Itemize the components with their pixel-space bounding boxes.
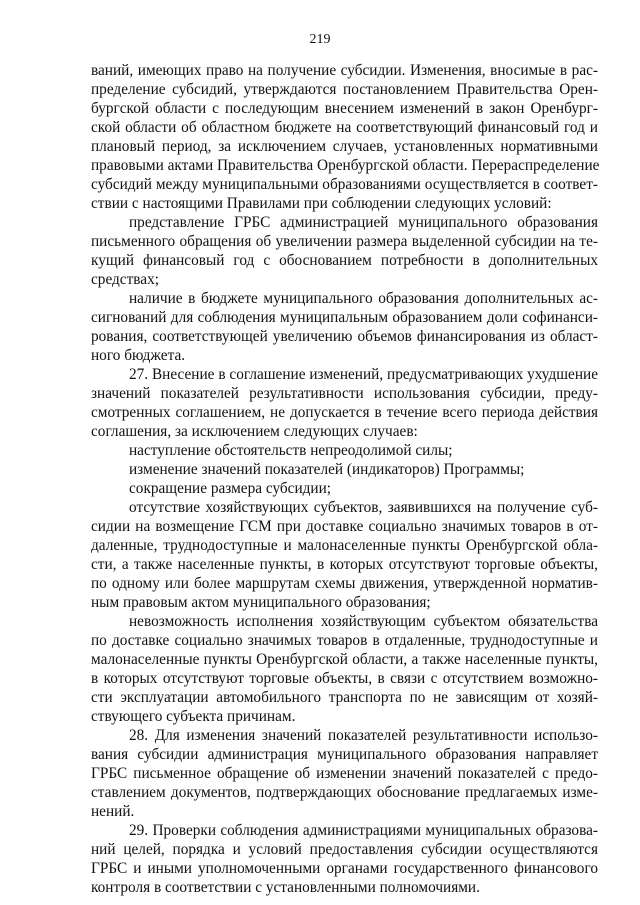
text-line: рования, соответствующей увеличению объемов финансирования из област-: [91, 328, 598, 345]
text-line: ской области об областном бюджете на соответствующий финансовый год и: [91, 119, 598, 136]
text-line: ний целей, порядка и условий предоставления субсидии осуществляются: [91, 841, 598, 858]
text-line: плановый период, за исключением случаев, установленных нормативными: [91, 138, 598, 155]
text-line: сти эксплуатации автомобильного транспорта по не зависящим от хозяй-: [91, 689, 598, 706]
text-line: ного бюджета.: [91, 347, 186, 364]
text-line: отсутствие хозяйствующих субъектов, заявившихся на получение суб-: [129, 499, 598, 516]
text-line: малонаселенные пункты Оренбургской области, а также населенные пункты,: [91, 651, 598, 668]
text-line: ным правовым актом муниципального образования;: [91, 594, 431, 611]
text-line: смотренных соглашением, не допускается в течение всего периода действия: [91, 404, 598, 421]
text-line: значений показателей результативности использования субсидии, преду-: [91, 385, 598, 402]
text-line: вания субсидии администрация муниципального образования направляет: [91, 746, 598, 763]
text-line: правовыми актами Правительства Оренбургской области. Перераспределение: [91, 157, 600, 174]
text-line: по одному или более маршрутам схемы движения, утвержденной норматив-: [91, 575, 598, 592]
page-number: 219: [309, 32, 331, 47]
text-line: ставлением документов, подтверждающих обоснование предлагаемых изме-: [91, 784, 598, 801]
text-line: ствующего субъекта причинам.: [91, 708, 296, 725]
text-line: сокращение размера субсидии;: [129, 480, 332, 497]
text-line: ГРБС и иными уполномоченными органами государственного финансового: [91, 860, 598, 877]
document-body: [91, 61, 598, 897]
text-line: письменного обращения об увеличении размера выделенной субсидии на те-: [91, 233, 598, 250]
text-line: сидии на возмещение ГСМ при доставке социально значимых товаров в от-: [91, 518, 598, 535]
text-line: невозможность исполнения хозяйствующим субъектом обязательства: [129, 613, 598, 630]
text-line: представление ГРБС администрацией муниципального образования: [129, 214, 598, 231]
text-line: ГРБС письменное обращение об изменении значений показателей с предо-: [91, 765, 598, 782]
text-line: наличие в бюджете муниципального образования дополнительных ас-: [129, 290, 598, 307]
text-line: в которых отсутствуют торговые объекты, в связи с отсутствием возможно-: [91, 670, 598, 687]
text-line: сигнований для соблюдения муниципальным образованием доли софинанси-: [91, 309, 598, 326]
text-line: сти, а также населенные пункты, в которых отсутствуют торговые объекты,: [91, 556, 598, 573]
text-line: нений.: [91, 803, 135, 820]
text-line: 27. Внесение в соглашение изменений, предусматривающих ухудшение: [129, 366, 598, 383]
text-line: 28. Для изменения значений показателей результативности использо-: [129, 727, 598, 744]
text-line: пределение субсидий, утверждаются постановлением Правительства Орен-: [91, 81, 598, 98]
text-line: соглашения, за исключением следующих случаев:: [91, 423, 418, 440]
text-line: ваний, имеющих право на получение субсидии. Изменения, вносимые в рас-: [91, 62, 598, 79]
text-line: наступление обстоятельств непреодолимой силы;: [129, 442, 453, 459]
text-line: ствии с настоящими Правилами при соблюдении следующих условий:: [91, 195, 552, 212]
text-line: 29. Проверки соблюдения администрациями муниципальных образова-: [129, 822, 598, 839]
text-line: бургской области с последующим внесением изменений в закон Оренбург-: [91, 100, 598, 117]
text-line: субсидий между муниципальными образованиями осуществляется в соответ-: [91, 176, 598, 193]
text-line: кущий финансовый год с обоснованием потребности в дополнительных: [91, 252, 598, 269]
text-line: контроля в соответствии с установленными полномочиями.: [91, 879, 480, 896]
text-line: средствах;: [91, 271, 159, 288]
text-line: даленные, труднодоступные и малонаселенные пункты Оренбургской обла-: [91, 537, 598, 554]
text-line: изменение значений показателей (индикаторов) Программы;: [129, 461, 525, 478]
text-line: по доставке социально значимых товаров в отдаленные, труднодоступные и: [91, 632, 598, 649]
